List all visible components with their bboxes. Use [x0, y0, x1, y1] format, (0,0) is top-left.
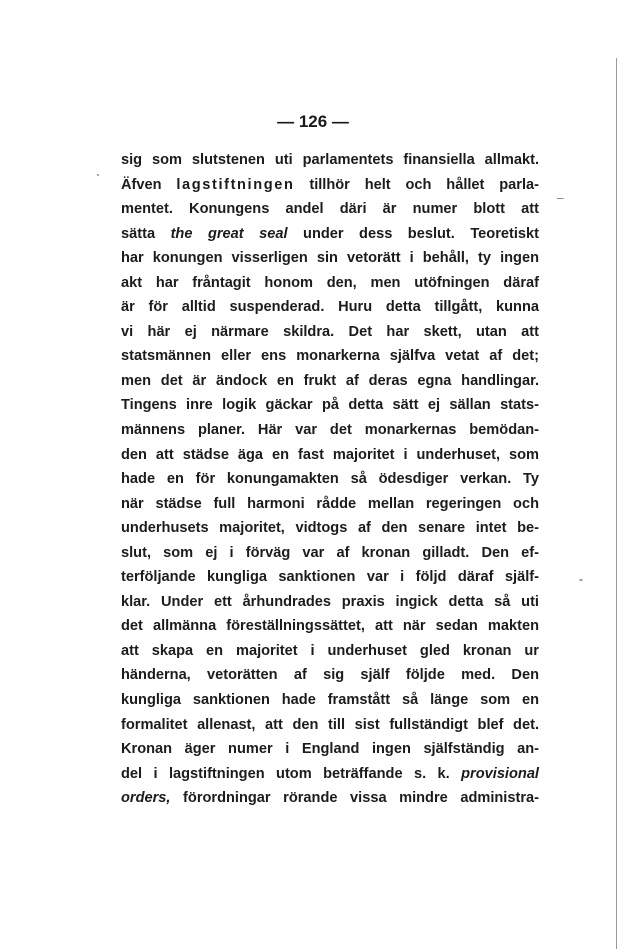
text-line — [121, 541, 539, 566]
text-line — [121, 565, 539, 590]
text-line — [121, 320, 539, 345]
text-segment: tillhör helt och hållet parla- — [294, 176, 539, 193]
italic-phrase: provisional — [461, 765, 539, 782]
page-number: — 126 — — [277, 112, 349, 131]
text-segment: kungliga sanktionen hade framstått så länge som en — [121, 692, 539, 709]
text-line — [121, 393, 539, 418]
body-text — [121, 148, 539, 811]
text-segment: formalitet allenast, att den till sist fullständigt blef det. — [121, 716, 539, 733]
text-segment: terföljande kungliga sanktionen var i följd däraf själf- — [121, 569, 539, 586]
text-segment: slut, som ej i förväg var af kronan gilladt. Den ef- — [121, 544, 539, 561]
text-line — [121, 516, 539, 541]
text-line — [121, 614, 539, 639]
text-segment: sig som slutstenen uti parlamentets finansiella allmakt. — [121, 152, 539, 168]
text-line — [121, 246, 539, 271]
text-line — [121, 222, 539, 247]
text-segment: männens planer. Här var det monarkernas bemödan- — [121, 422, 539, 439]
italic-phrase: the great seal — [170, 225, 288, 242]
text-segment: att skapa en majoritet i underhuset gled kronan ur — [121, 642, 539, 659]
text-segment: Kronan äger numer i England ingen själfständig an- — [121, 741, 539, 758]
text-segment: vi här ej närmare skildra. Det har skett, utan att — [121, 323, 539, 340]
margin-mark: - — [579, 572, 583, 586]
text-line — [121, 443, 539, 468]
text-line — [121, 639, 539, 664]
text-segment: den att städse äga en fast majoritet i underhuset, som — [121, 446, 539, 463]
text-segment: statsmännen eller ens monarkerna själfva vetat af det; — [121, 348, 539, 365]
text-line — [121, 173, 539, 198]
text-segment: det allmänna föreställningssättet, att när sedan makten — [121, 618, 539, 635]
text-line — [121, 369, 539, 394]
text-segment: hade en för konungamakten så ödesdiger verkan. Ty — [121, 471, 539, 488]
text-segment: har konungen visserligen sin vetorätt i behåll, ty ingen — [121, 250, 539, 267]
text-segment: händerna, vetorätten af sig själf följde med. Den — [121, 667, 539, 684]
text-segment: men det är ändock en frukt af deras egna handlingar. — [121, 372, 539, 389]
text-segment: förordningar rörande vissa mindre administra- — [170, 790, 539, 807]
text-segment: del i lagstiftningen utom beträffande s. k. — [121, 765, 462, 782]
text-segment: Tingens inre logik gäckar på detta sätt ej sällan stats- — [121, 397, 539, 414]
text-segment: är för alltid suspenderad. Huru detta tillgått, kunna — [121, 299, 539, 316]
text-line — [121, 786, 539, 811]
text-line — [121, 590, 539, 615]
text-line — [121, 148, 539, 173]
text-segment: Äfven — [121, 176, 177, 193]
text-segment: mentet. Konungens andel däri är numer blott att — [121, 201, 539, 218]
text-line — [121, 737, 539, 762]
text-line — [121, 197, 539, 222]
text-line — [121, 492, 539, 517]
text-line — [121, 271, 539, 296]
page-edge-line — [616, 58, 617, 949]
italic-phrase: orders, — [121, 790, 171, 807]
text-segment: klar. Under ett århundrades praxis ingick detta så uti — [121, 593, 539, 610]
text-line — [121, 713, 539, 738]
margin-mark: ¯ — [557, 196, 564, 210]
text-line — [121, 688, 539, 713]
text-line — [121, 295, 539, 320]
text-segment: underhusets majoritet, vidtogs af den senare intet be- — [121, 520, 539, 537]
text-segment: under dess beslut. Teoretiskt — [287, 225, 539, 242]
text-segment: när städse full harmoni rådde mellan regeringen och — [121, 495, 539, 512]
text-segment: akt har fråntagit honom den, men utöfningen däraf — [121, 274, 539, 291]
text-line — [121, 344, 539, 369]
spaced-term: lagstiftningen — [176, 176, 295, 193]
text-line — [121, 467, 539, 492]
text-line — [121, 418, 539, 443]
text-line — [121, 663, 539, 688]
text-line — [121, 762, 539, 787]
text-segment: sätta — [121, 225, 171, 242]
margin-mark: ˋ — [96, 172, 100, 186]
